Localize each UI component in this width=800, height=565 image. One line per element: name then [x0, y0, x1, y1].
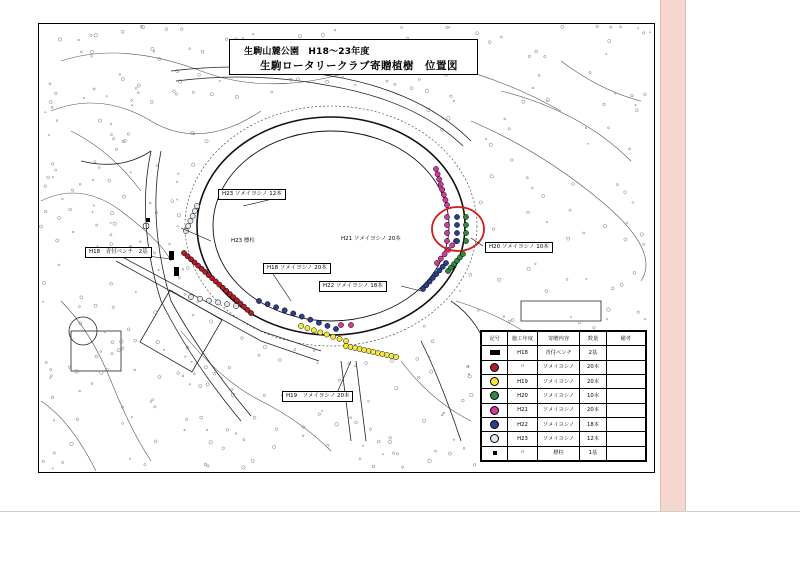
legend-header-row [482, 332, 646, 346]
tree-h22 [333, 326, 338, 331]
label-h18-bench: H18 青付ベンチ 2基 [85, 247, 152, 258]
legend-note [606, 432, 645, 446]
tree-h19 [311, 328, 316, 333]
tree-h22 [325, 323, 330, 328]
label-h21-trees: H21 ソメイヨシノ 20本 [341, 236, 401, 242]
tree-circle-icon [490, 420, 499, 429]
tree-h23 [197, 296, 202, 301]
legend-header-qty: 数量 [580, 332, 606, 346]
tree-h19 [324, 332, 329, 337]
leader-lines [131, 197, 483, 393]
tree-h21 [443, 197, 448, 202]
tree-h20 [463, 230, 468, 235]
tree-h23 [188, 294, 193, 299]
highlight-circle [432, 207, 484, 251]
label-h20-trees: H20 ソメイヨシノ 10本 [485, 242, 553, 253]
legend-qty: 20本 [580, 403, 606, 417]
pillar-marker [146, 218, 150, 222]
tree-h19 [298, 323, 303, 328]
pillar-icon [493, 451, 497, 455]
tree-h20 [463, 214, 468, 219]
legend-row [482, 374, 646, 388]
legend-qty: 20本 [580, 374, 606, 388]
label-h18-trees: H18 ソメイヨシノ 20本 [263, 263, 331, 274]
tree-h21 [434, 260, 439, 265]
legend-content: ソメイヨシノ [537, 374, 580, 388]
tree-h23 [206, 298, 211, 303]
tree-h20 [463, 238, 468, 243]
tree-h22 [282, 308, 287, 313]
tree-h21 [444, 222, 449, 227]
legend-note [606, 346, 645, 360]
tree-h22 [454, 222, 459, 227]
legend-symbol [482, 389, 508, 403]
label-h19-trees: H19 ソメイヨシノ 20本 [282, 391, 353, 402]
tree-circle-icon [490, 363, 499, 372]
legend-year: H19 [508, 374, 538, 388]
bench-icon [490, 350, 500, 355]
legend-qty: 18本 [580, 417, 606, 431]
tree-h21 [435, 172, 440, 177]
legend-row [482, 346, 646, 360]
tree-circle-icon [490, 391, 499, 400]
legend-content: 標柱 [537, 446, 580, 460]
tree-h22 [316, 320, 321, 325]
bench-marker [174, 267, 179, 276]
legend-note [606, 446, 645, 460]
legend-year: 〃 [508, 446, 538, 460]
tree-h20 [460, 251, 465, 256]
tree-h23 [194, 203, 199, 208]
tree-h21 [440, 187, 445, 192]
label-h22-trees: H22 ソメイヨシノ 18本 [319, 281, 387, 292]
tree-h22 [265, 302, 270, 307]
tree-h22 [454, 238, 459, 243]
tree-h23 [192, 208, 197, 213]
tree-h21 [433, 166, 438, 171]
tree-h19 [305, 326, 310, 331]
map-title-line2: 生駒ロータリークラブ寄贈植樹 位置図 [260, 60, 458, 72]
legend-note [606, 417, 645, 431]
legend-year: H20 [508, 389, 538, 403]
legend-qty: 10本 [580, 389, 606, 403]
tree-h21 [444, 238, 449, 243]
legend-row [482, 389, 646, 403]
tree-h19 [318, 330, 323, 335]
legend-row [482, 446, 646, 460]
tree-h21 [438, 256, 443, 261]
legend-header-symbol: 記号 [482, 332, 508, 346]
legend-table [480, 330, 647, 462]
tree-h21 [338, 322, 343, 327]
legend-row [482, 403, 646, 417]
legend-symbol [482, 446, 508, 460]
legend-row [482, 417, 646, 431]
athletic-field [185, 106, 477, 346]
legend-qty: 12本 [580, 432, 606, 446]
tree-circle-icon [490, 434, 499, 443]
tree-h22 [274, 305, 279, 310]
tree-h21 [450, 243, 455, 248]
legend-note [606, 389, 645, 403]
tree-h21 [442, 252, 447, 257]
tree-h22 [443, 260, 448, 265]
tree-h23 [190, 213, 195, 218]
legend-note [606, 374, 645, 388]
tree-h21 [444, 214, 449, 219]
tree-h19 [393, 354, 398, 359]
tree-h21 [348, 322, 353, 327]
tree-h23 [215, 300, 220, 305]
legend-year: H18 [508, 346, 538, 360]
tree-circle-icon [490, 377, 499, 386]
legend-year: H22 [508, 417, 538, 431]
legend-year: 〃 [508, 360, 538, 374]
legend-symbol [482, 417, 508, 431]
tree-h22 [454, 230, 459, 235]
legend-symbol [482, 374, 508, 388]
legend-note [606, 403, 645, 417]
tree-h21 [441, 192, 446, 197]
tree-h23 [233, 303, 238, 308]
legend-symbol [482, 360, 508, 374]
legend-symbol [482, 403, 508, 417]
tree-h23 [186, 223, 191, 228]
label-h23-pillar: H23 標柱 [231, 238, 255, 244]
tree-circle-icon [490, 406, 499, 415]
tree-h21 [438, 182, 443, 187]
legend-symbol [482, 346, 508, 360]
legend-row [482, 432, 646, 446]
tree-h21 [444, 202, 449, 207]
legend-note [606, 360, 645, 374]
tree-h22 [256, 298, 261, 303]
tree-h20 [463, 222, 468, 227]
tree-h23 [188, 218, 193, 223]
tree-h21 [437, 177, 442, 182]
tree-h19 [331, 334, 336, 339]
legend-qty: 2基 [580, 346, 606, 360]
legend-year: H23 [508, 432, 538, 446]
legend-content: ソメイヨシノ [537, 389, 580, 403]
map-title-box [229, 39, 478, 75]
legend-year: H21 [508, 403, 538, 417]
legend-header-note: 備考 [606, 332, 645, 346]
tree-h19 [337, 336, 342, 341]
tree-h23 [224, 302, 229, 307]
tree-h22 [291, 311, 296, 316]
tree-h21 [444, 230, 449, 235]
label-h23-trees: H23 ソメイヨシノ 12本 [218, 189, 286, 200]
page-bottom-edge [0, 511, 800, 512]
legend-content: ソメイヨシノ [537, 417, 580, 431]
legend-content: ソメイヨシノ [537, 360, 580, 374]
map-title-line1: 生駒山麓公園 H18～23年度 [244, 47, 370, 57]
tree-h22 [454, 214, 459, 219]
legend-content: ソメイヨシノ [537, 432, 580, 446]
tree-h22 [308, 317, 313, 322]
tree-h22 [299, 314, 304, 319]
tree-h19 [343, 338, 348, 343]
page-side-stripe [660, 0, 686, 512]
tree-h18 [248, 310, 253, 315]
legend-content: ソメイヨシノ [537, 403, 580, 417]
legend-row [482, 360, 646, 374]
legend-qty: 1基 [580, 446, 606, 460]
legend-header-content: 寄贈内容 [537, 332, 580, 346]
legend-content: 青付ベンチ [537, 346, 580, 360]
legend-qty: 20本 [580, 360, 606, 374]
legend-symbol [482, 432, 508, 446]
legend-header-year: 施工年度 [508, 332, 538, 346]
